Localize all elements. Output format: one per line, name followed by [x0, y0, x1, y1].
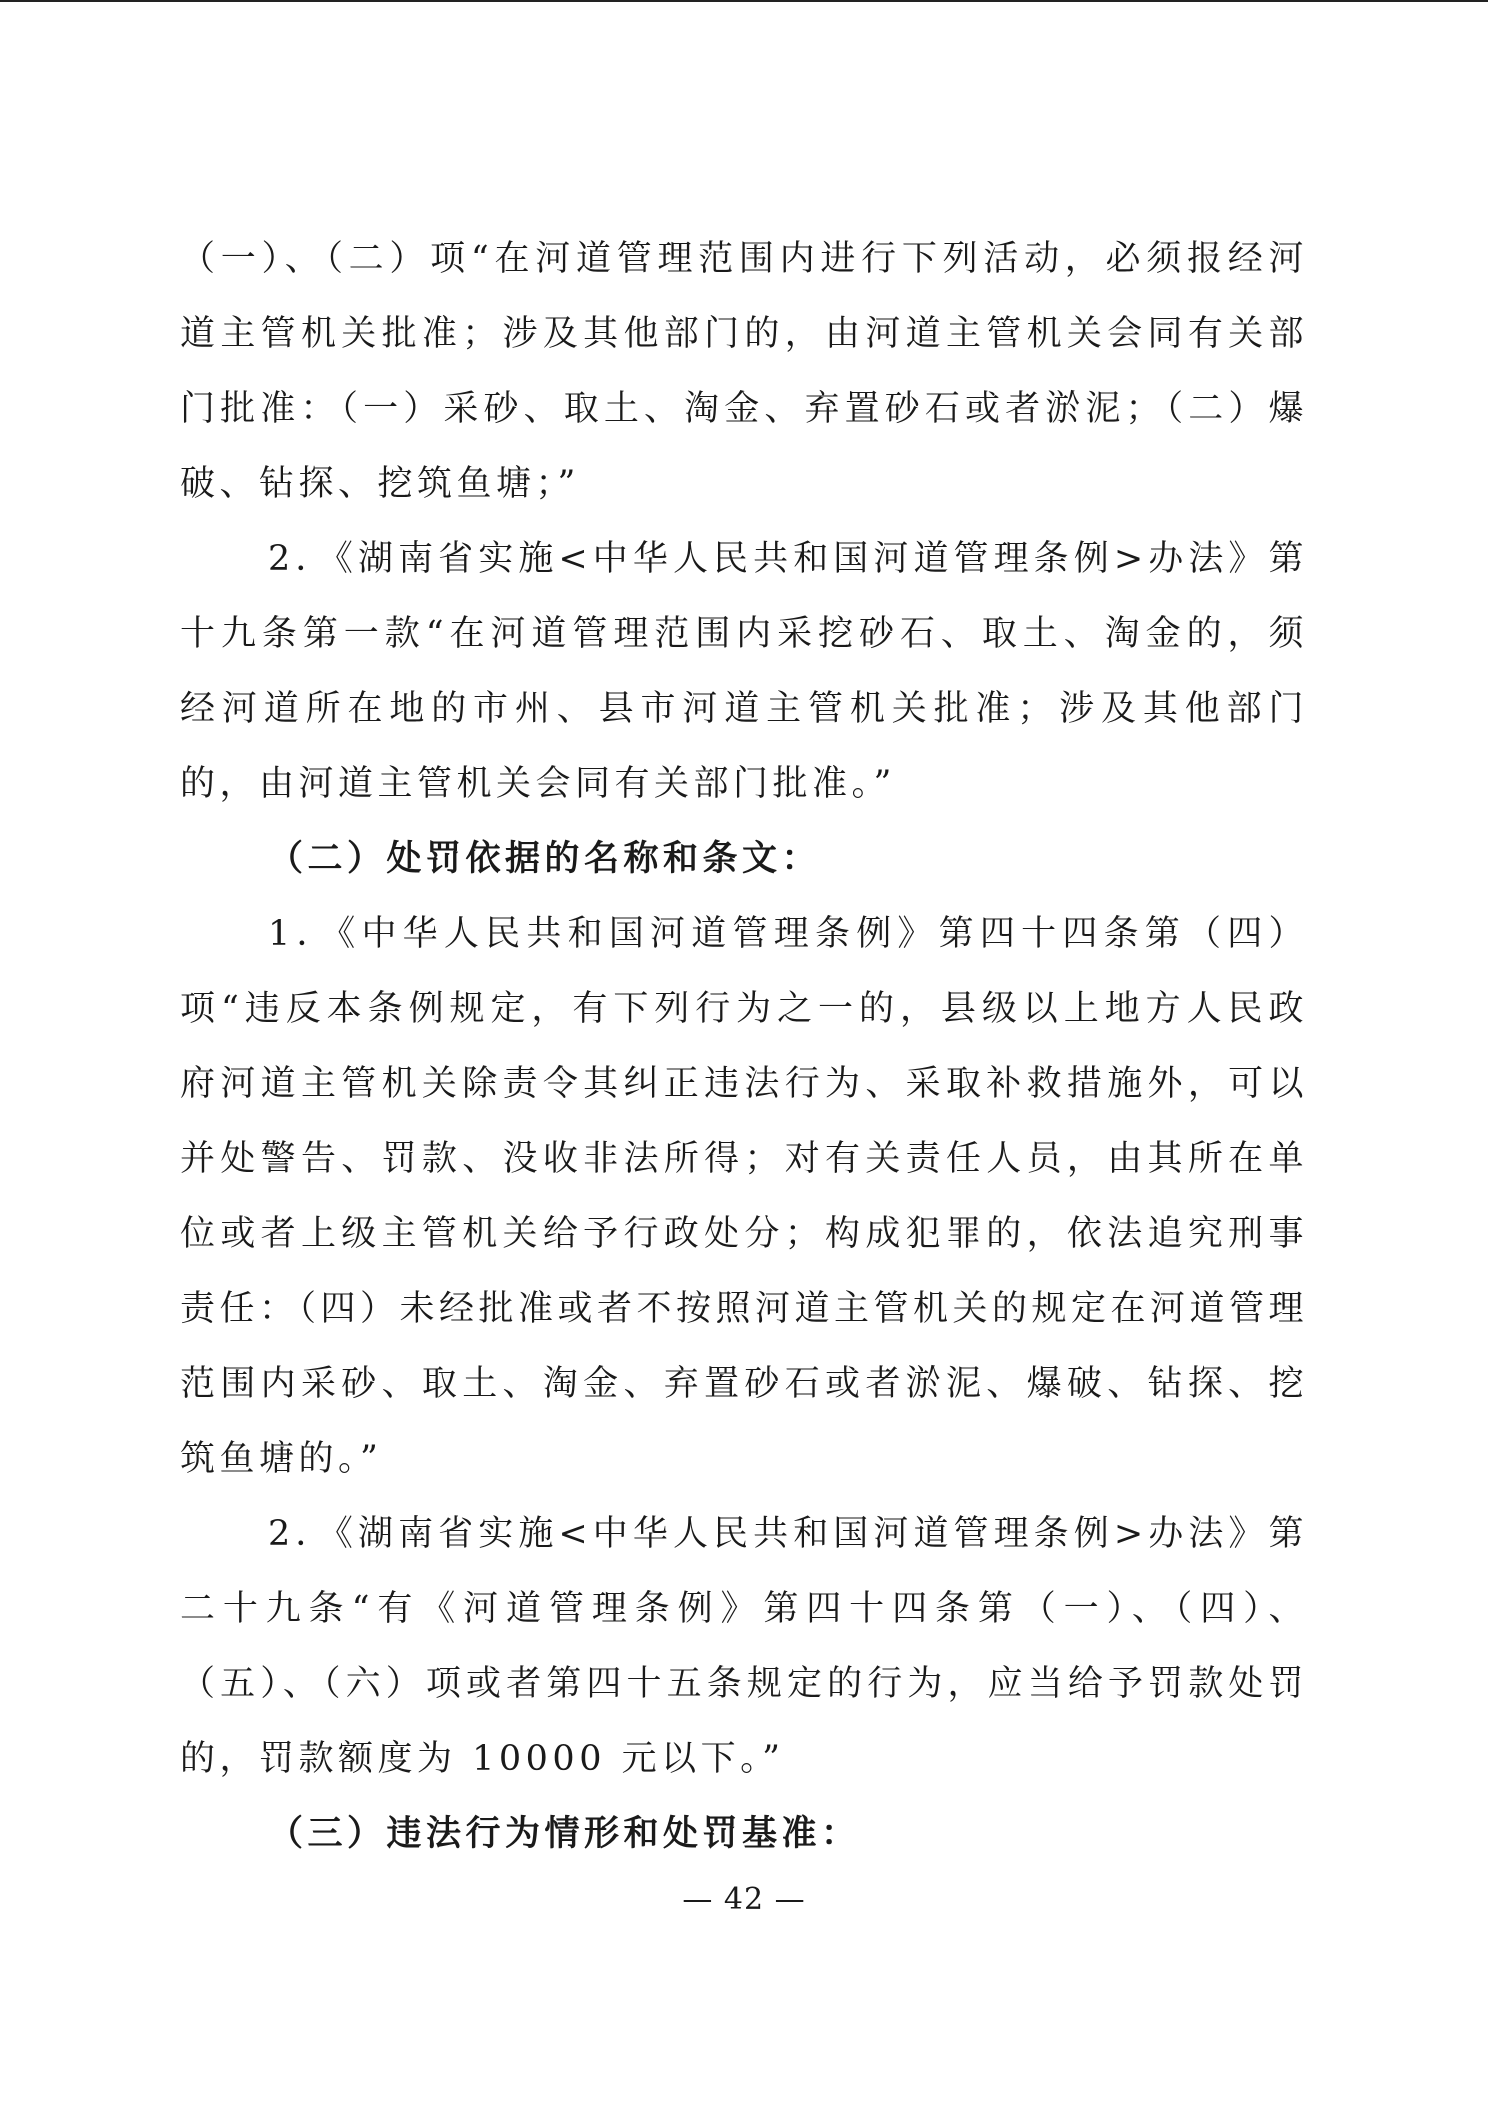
page-number: — 42 —	[682, 1882, 806, 1917]
section-heading-penalty-standard: （三）违法行为情形和处罚基准：	[268, 1814, 861, 1854]
paragraph-regulation-article-44: 1．《中华人民共和国河道管理条例》第四十四条第（四）项“违反本条例规定，有下列行为之一的，县级以上地方人民政府河道主管机关除责令其纠正违法行为、采取补救措施外，可以并处警告、罚款、没收非法所得；对有关责任人员，由其所在单位或者上级主管机关给予行政处分；构成犯罪的，依法追究刑事责任：（四）未经批准或者不按照河道主管机关的规定在河道管理范围内采砂、取土、淘金、弃置砂石或者淤泥、爆破、钻探、挖筑鱼塘的。”	[180, 914, 1309, 1479]
section-heading-penalty-basis: （二）处罚依据的名称和条文：	[268, 839, 822, 879]
paragraph-continuation: （一）、（二）项“在河道管理范围内进行下列活动，必须报经河道主管机关批准；涉及其他部门的，由河道主管机关会同有关部门批准：（一）采砂、取土、淘金、弃置砂石或者淤泥；（二）爆破、钻探、挖筑鱼塘；”	[180, 239, 1308, 504]
paragraph-hunan-article-29: 2．《湖南省实施<中华人民共和国河道管理条例>办法》第二十九条“有《河道管理条例》第四十四条第（一）、（四）、（五）、（六）项或者第四十五条规定的行为，应当给予罚款处罚的，罚款额度为 10000 元以下。”	[180, 1514, 1308, 1779]
page-top-border	[0, 0, 1488, 2]
paragraph-hunan-article-19: 2．《湖南省实施<中华人民共和国河道管理条例>办法》第十九条第一款“在河道管理范围内采挖砂石、取土、淘金的，须经河道所在地的市州、县市河道主管机关批准；涉及其他部门的，由河道主管机关会同有关部门批准。”	[180, 539, 1308, 804]
document-body	[180, 222, 1308, 1872]
